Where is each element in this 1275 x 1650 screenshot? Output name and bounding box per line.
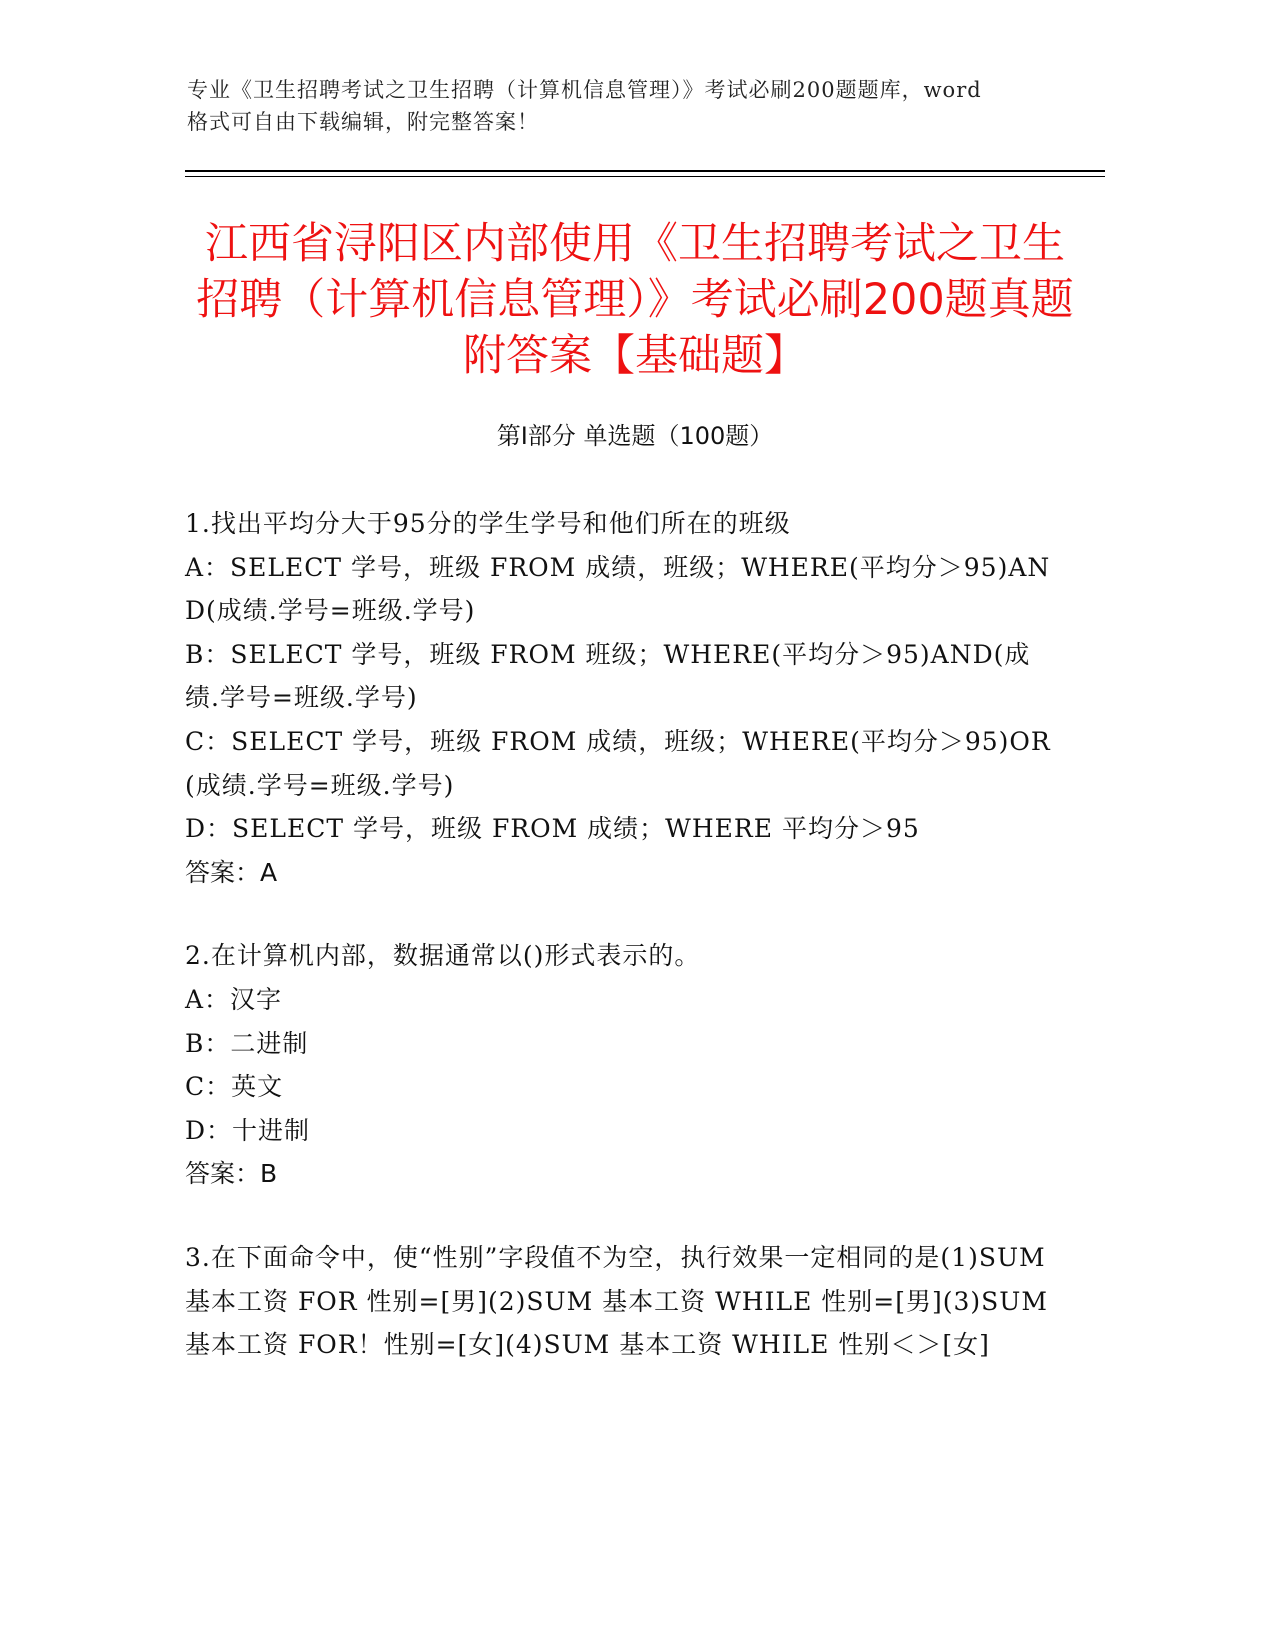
option-c: C：SELECT 学号，班级 FROM 成绩，班级；WHERE(平均分＞95)OR(成绩.学号=班级.学号) [185,726,1051,800]
option-d: D：十进制 [185,1115,311,1145]
option-b: B：二进制 [185,1028,309,1058]
option-a: A：SELECT 学号，班级 FROM 成绩，班级；WHERE(平均分＞95)AND(成绩.学号=班级.学号) [185,552,1051,626]
answer-label: 答案：A [185,857,278,887]
question-list [185,502,1065,1407]
section-heading: 第Ⅰ部分 单选题（100题） [496,422,774,450]
question-stem: 1.找出平均分大于95分的学生学号和他们所在的班级 [185,509,791,538]
option-b: B：SELECT 学号，班级 FROM 班级；WHERE(平均分＞95)AND(成绩.学号=班级.学号) [185,639,1031,713]
question-item [185,1236,1065,1367]
option-d: D：SELECT 学号，班级 FROM 成绩；WHERE 平均分＞95 [185,814,920,844]
option-c: C：英文 [185,1072,284,1102]
question-stem: 2.在计算机内部，数据通常以()形式表示的。 [185,941,701,971]
question-item [185,934,1065,1196]
question-item [185,502,1065,894]
answer-label: 答案：B [185,1159,278,1189]
option-a: A：汉字 [185,984,283,1014]
header-note: 专业《卫生招聘考试之卫生招聘（计算机信息管理）》考试必刷200题题库，word 格式可自由下载编辑，附完整答案！ [187,78,982,134]
header-divider-thick [185,170,1105,172]
document-title: 江西省浔阳区内部使用《卫生招聘考试之卫生招聘（计算机信息管理）》考试必刷200题真题附答案【基础题】 [196,219,1074,381]
question-stem: 3.在下面命令中，使“性别”字段值不为空，执行效果一定相同的是(1)SUM 基本工资 FOR 性别=[男](2)SUM 基本工资 WHILE 性别=[男](3)SUM 基本工资 FOR！性别=[女](4)SUM 基本工资 WHILE 性别＜＞[女] [185,1242,1048,1360]
header-divider-thin [185,176,1105,177]
